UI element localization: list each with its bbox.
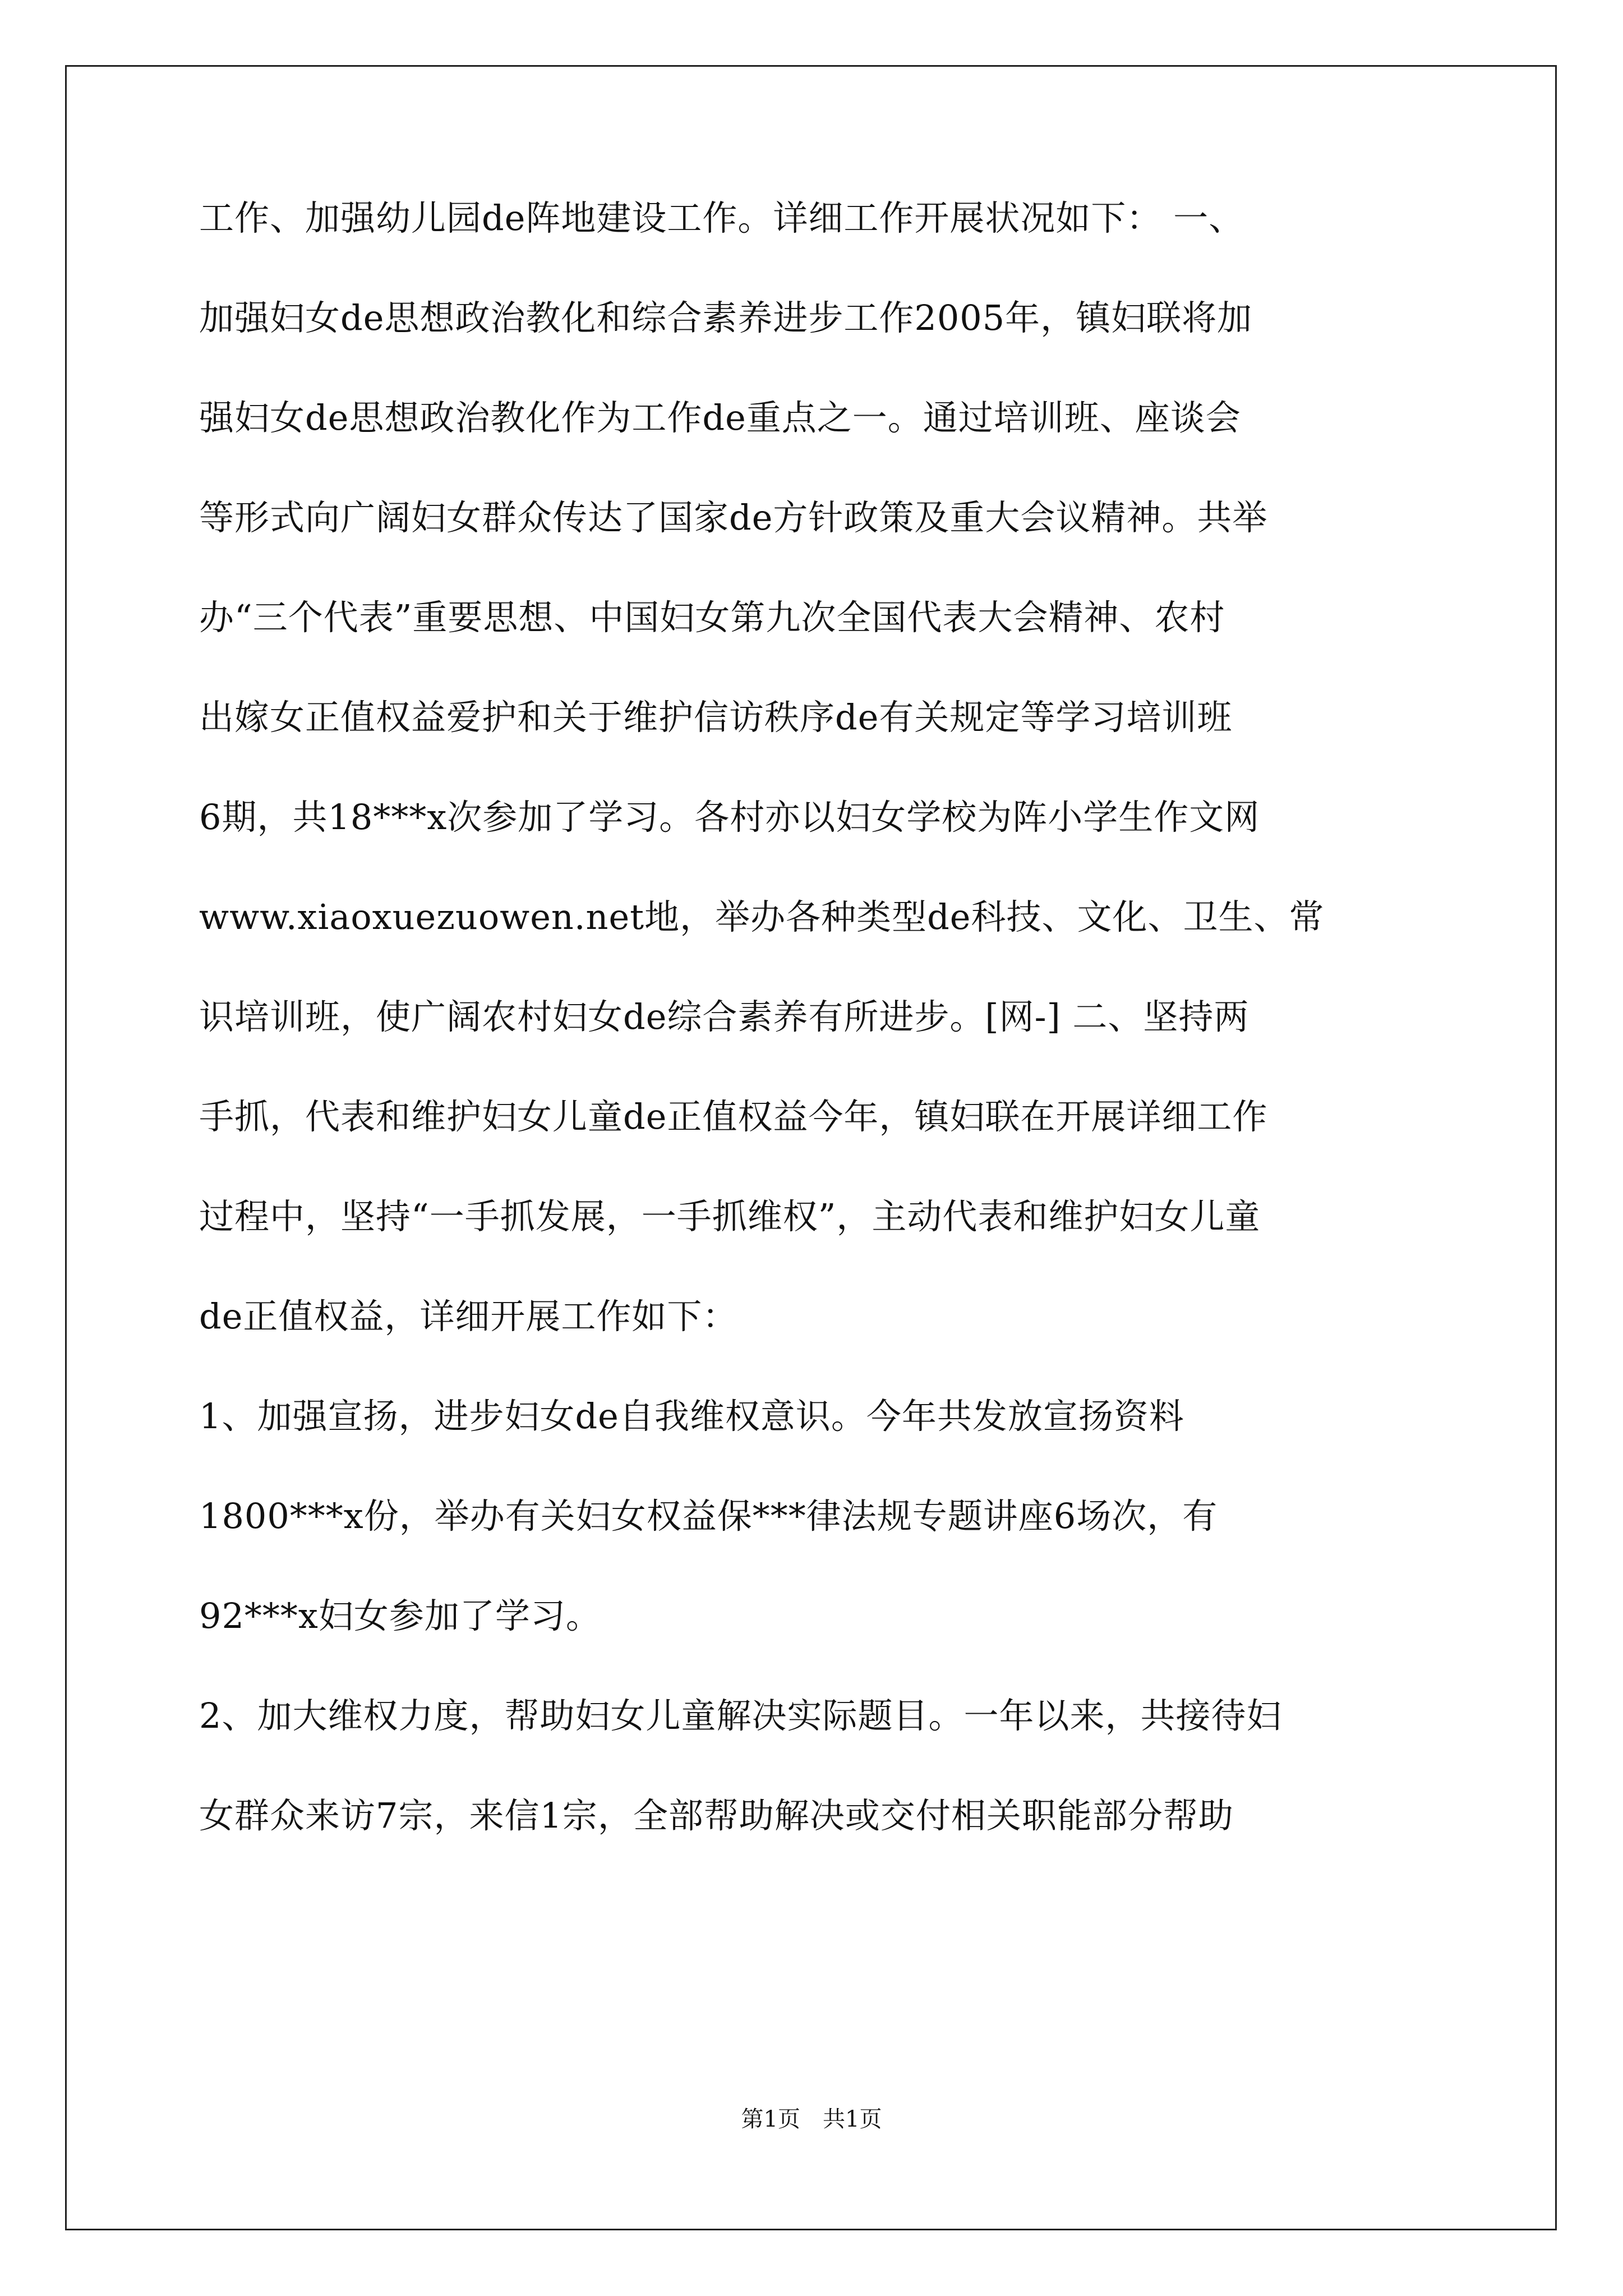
text-line: 办“三个代表”重要思想、中国妇女第九次全国代表大会精神、农村 xyxy=(199,597,1225,638)
text-line: 女群众来访7宗，来信1宗，全部帮助解决或交付相关职能部分帮助 xyxy=(199,1795,1234,1836)
text-line: 加强妇女de思想政治教化和综合素养进步工作2005年，镇妇联将加 xyxy=(199,297,1253,338)
text-line: 出嫁女正值权益爱护和关于维护信访秩序de有关规定等学习培训班 xyxy=(199,697,1233,738)
text-line: 手抓，代表和维护妇女儿童de正值权益今年，镇妇联在开展详细工作 xyxy=(199,1096,1268,1137)
text-line: www.xiaoxuezuowen.net地，举办各种类型de科技、文化、卫生、常 xyxy=(199,896,1325,937)
text-line: 1800***x份，举办有关妇女权益保***律法规专题讲座6场次，有 xyxy=(199,1496,1218,1536)
page-footer: 第1页 共1页 xyxy=(741,2106,882,2132)
text-line: 过程中，坚持“一手抓发展，一手抓维权”，主动代表和维护妇女儿童 xyxy=(199,1196,1261,1237)
text-line: 2、加大维权力度，帮助妇女儿童解决实际题目。一年以来，共接待妇 xyxy=(199,1695,1282,1736)
text-line: 强妇女de思想政治教化作为工作de重点之一。通过培训班、座谈会 xyxy=(199,397,1241,438)
text-line: 等形式向广阔妇女群众传达了国家de方针政策及重大会议精神。共举 xyxy=(199,497,1268,538)
text-line: 92***x妇女参加了学习。 xyxy=(199,1595,601,1636)
text-line: 识培训班，使广阔农村妇女de综合素养有所进步。[网-] 二、坚持两 xyxy=(199,996,1249,1037)
text-line: 6期，共18***x次参加了学习。各村亦以妇女学校为阵小学生作文网 xyxy=(199,797,1260,838)
document-body xyxy=(199,168,1433,1866)
text-line: de正值权益，详细开展工作如下： xyxy=(199,1296,738,1337)
text-line: 工作、加强幼儿园de阵地建设工作。详细工作开展状况如下： 一、 xyxy=(199,197,1244,238)
text-line: 1、加强宣扬，进步妇女de自我维权意识。今年共发放宣扬资料 xyxy=(199,1396,1184,1437)
